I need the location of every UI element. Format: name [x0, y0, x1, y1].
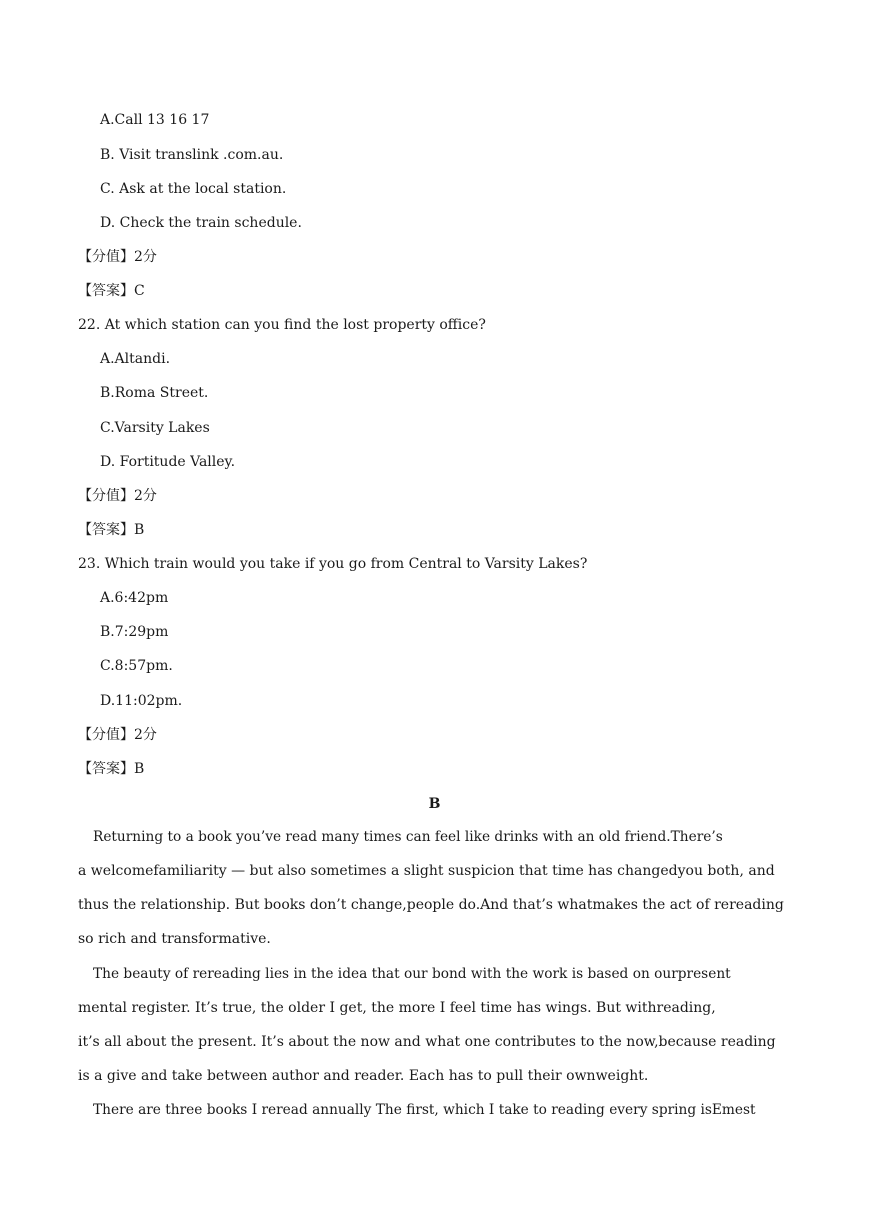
- q21-option-c: C. Ask at the local station.: [100, 181, 287, 197]
- q22-answer: 【答案】B: [78, 522, 145, 538]
- q21-answer: 【答案】C: [78, 283, 145, 299]
- passage-line: a welcomefamiliarity — but also sometimes a slight suspicion that time has changedyou both, and: [78, 863, 775, 879]
- q22-option-d: D. Fortitude Valley.: [100, 454, 236, 470]
- q21-option-a: A.Call 13 16 17: [100, 112, 210, 128]
- passage-line: it’s all about the present. It’s about the now and what one contributes to the now,because reading: [78, 1034, 776, 1050]
- q22-question: 22. At which station can you find the lost property office?: [78, 317, 486, 333]
- passage-line: The beauty of rereading lies in the idea that our bond with the work is based on ourpresent: [93, 966, 731, 982]
- q21-option-d: D. Check the train schedule.: [100, 215, 302, 231]
- q23-option-b: B.7:29pm: [100, 624, 169, 640]
- q21-option-b: B. Visit translink .com.au.: [100, 147, 284, 163]
- passage-line: thus the relationship. But books don’t change,people do.And that’s whatmakes the act of rereading: [78, 897, 784, 913]
- q22-score: 【分值】2分: [78, 488, 157, 504]
- passage-line: is a give and take between author and reader. Each has to pull their ownweight.: [78, 1068, 649, 1084]
- passage-line: so rich and transformative.: [78, 931, 271, 947]
- q22-option-b: B.Roma Street.: [100, 385, 209, 401]
- passage-line: Returning to a book you’ve read many times can feel like drinks with an old friend.There’s: [93, 829, 723, 845]
- passage-line: mental register. It’s true, the older I get, the more I feel time has wings. But withreading,: [78, 1000, 716, 1016]
- q23-option-c: C.8:57pm.: [100, 658, 173, 674]
- q22-option-c: C.Varsity Lakes: [100, 420, 210, 436]
- q23-option-a: A.6:42pm: [100, 590, 169, 606]
- q22-option-a: A.Altandi.: [100, 351, 171, 367]
- q21-score: 【分值】2分: [78, 249, 157, 265]
- q23-answer: 【答案】B: [78, 761, 145, 777]
- section-heading: B: [428, 796, 441, 812]
- q23-question: 23. Which train would you take if you go from Central to Varsity Lakes?: [78, 556, 588, 572]
- q23-option-d: D.11:02pm.: [100, 693, 183, 709]
- passage-line: There are three books I reread annually The first, which I take to reading every spring isEmest: [93, 1102, 756, 1118]
- q23-score: 【分值】2分: [78, 727, 157, 743]
